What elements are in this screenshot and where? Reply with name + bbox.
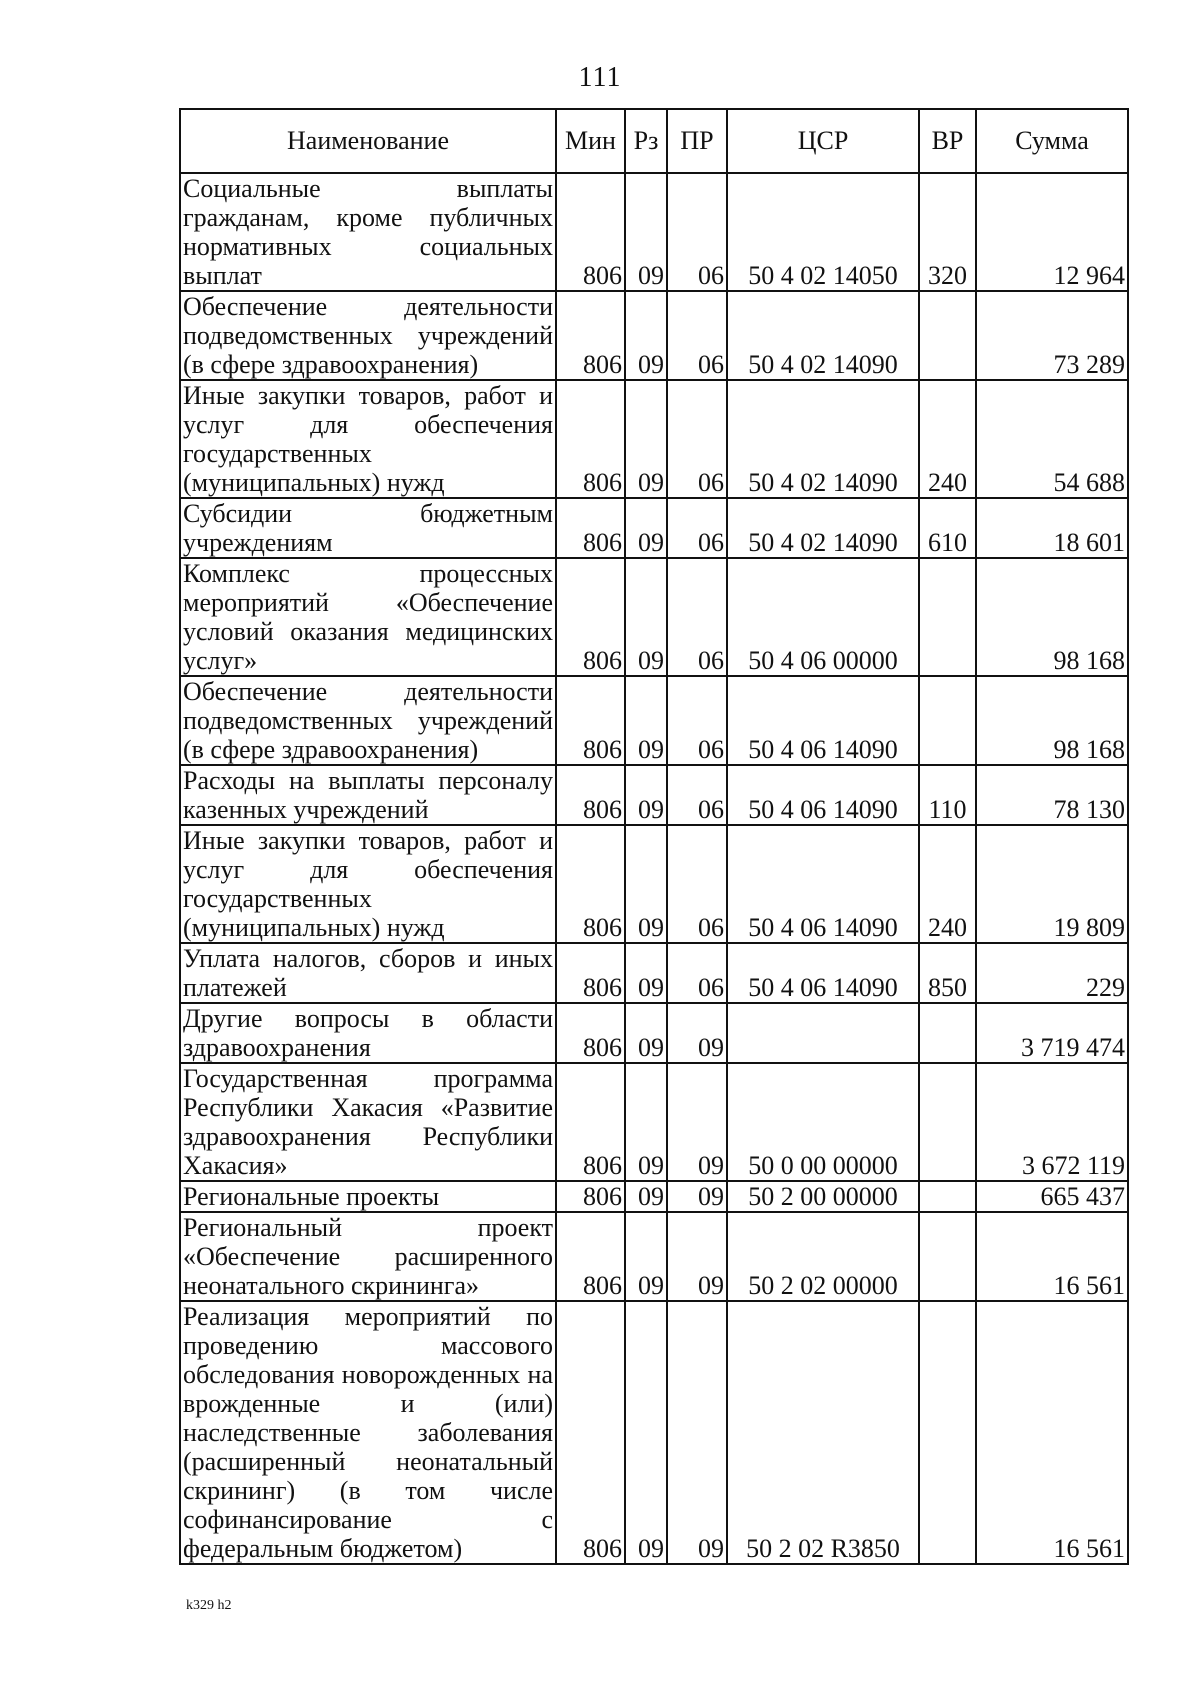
cell-pr: 06 <box>667 765 727 825</box>
table-row <box>180 1063 1128 1181</box>
cell-sum: 78 130 <box>976 765 1128 825</box>
cell-rz: 09 <box>625 1181 667 1212</box>
cell-sum: 98 168 <box>976 558 1128 676</box>
table-row <box>180 1301 1128 1564</box>
cell-sum: 12 964 <box>976 173 1128 291</box>
cell-vr <box>919 1181 976 1212</box>
table-row <box>180 1003 1128 1063</box>
cell-pr: 09 <box>667 1003 727 1063</box>
cell-csr: 50 2 02 00000 <box>727 1212 919 1301</box>
cell-pr: 06 <box>667 380 727 498</box>
cell-vr: 240 <box>919 825 976 943</box>
cell-sum: 54 688 <box>976 380 1128 498</box>
header-min: Мин <box>556 109 625 173</box>
cell-name: Региональный проект «Обеспечение расширенного неонатального скрининга» <box>180 1212 556 1301</box>
cell-csr: 50 4 02 14090 <box>727 498 919 558</box>
table-row <box>180 558 1128 676</box>
cell-csr: 50 2 02 R3850 <box>727 1301 919 1564</box>
cell-rz: 09 <box>625 1003 667 1063</box>
cell-sum: 98 168 <box>976 676 1128 765</box>
table-row <box>180 765 1128 825</box>
cell-pr: 06 <box>667 558 727 676</box>
cell-rz: 09 <box>625 676 667 765</box>
table-row <box>180 676 1128 765</box>
cell-name: Реализация мероприятий по проведению массового обследования новорожденных на врожденные и (или) наследственные заболевания (расширенный неонатальный скрининг) (в том числе софинансирование с федеральным бюджетом) <box>180 1301 556 1564</box>
header-csr: ЦСР <box>727 109 919 173</box>
cell-csr: 50 4 02 14090 <box>727 380 919 498</box>
cell-pr: 09 <box>667 1063 727 1181</box>
cell-sum: 229 <box>976 943 1128 1003</box>
cell-min: 806 <box>556 291 625 380</box>
cell-csr: 50 4 06 14090 <box>727 943 919 1003</box>
cell-pr: 09 <box>667 1212 727 1301</box>
cell-min: 806 <box>556 943 625 1003</box>
cell-rz: 09 <box>625 1063 667 1181</box>
cell-name: Социальные выплаты гражданам, кроме публичных нормативных социальных выплат <box>180 173 556 291</box>
cell-pr: 09 <box>667 1181 727 1212</box>
table-row <box>180 498 1128 558</box>
cell-vr <box>919 1003 976 1063</box>
cell-name: Обеспечение деятельности подведомственных учреждений (в сфере здравоохранения) <box>180 676 556 765</box>
cell-min: 806 <box>556 1181 625 1212</box>
cell-rz: 09 <box>625 943 667 1003</box>
cell-pr: 06 <box>667 291 727 380</box>
cell-csr: 50 4 06 14090 <box>727 676 919 765</box>
cell-min: 806 <box>556 558 625 676</box>
cell-sum: 3 672 119 <box>976 1063 1128 1181</box>
cell-name: Иные закупки товаров, работ и услуг для обеспечения государственных (муниципальных) нужд <box>180 825 556 943</box>
table-row <box>180 1181 1128 1212</box>
cell-rz: 09 <box>625 498 667 558</box>
cell-csr: 50 0 00 00000 <box>727 1063 919 1181</box>
cell-min: 806 <box>556 173 625 291</box>
table-row <box>180 173 1128 291</box>
cell-csr <box>727 1003 919 1063</box>
cell-min: 806 <box>556 1063 625 1181</box>
table-header-row <box>180 109 1128 173</box>
cell-vr: 850 <box>919 943 976 1003</box>
table-row <box>180 943 1128 1003</box>
cell-min: 806 <box>556 765 625 825</box>
cell-min: 806 <box>556 1212 625 1301</box>
cell-sum: 16 561 <box>976 1301 1128 1564</box>
page-number: 111 <box>578 62 622 93</box>
cell-vr <box>919 1212 976 1301</box>
cell-sum: 19 809 <box>976 825 1128 943</box>
table-row <box>180 291 1128 380</box>
header-sum: Сумма <box>976 109 1128 173</box>
cell-pr: 06 <box>667 676 727 765</box>
header-pr: ПР <box>667 109 727 173</box>
cell-name: Расходы на выплаты персоналу казенных учреждений <box>180 765 556 825</box>
cell-sum: 18 601 <box>976 498 1128 558</box>
cell-pr: 09 <box>667 1301 727 1564</box>
budget-table <box>179 108 1129 1565</box>
cell-csr: 50 4 02 14050 <box>727 173 919 291</box>
cell-name: Комплекс процессных мероприятий «Обеспечение условий оказания медицинских услуг» <box>180 558 556 676</box>
cell-csr: 50 4 06 14090 <box>727 765 919 825</box>
cell-min: 806 <box>556 1301 625 1564</box>
cell-pr: 06 <box>667 173 727 291</box>
cell-pr: 06 <box>667 498 727 558</box>
footer-code: k329 h2 <box>186 1598 232 1613</box>
cell-rz: 09 <box>625 173 667 291</box>
cell-rz: 09 <box>625 1301 667 1564</box>
cell-name: Уплата налогов, сборов и иных платежей <box>180 943 556 1003</box>
cell-pr: 06 <box>667 943 727 1003</box>
cell-min: 806 <box>556 1003 625 1063</box>
cell-csr: 50 4 02 14090 <box>727 291 919 380</box>
cell-rz: 09 <box>625 1212 667 1301</box>
table-row <box>180 380 1128 498</box>
cell-name: Субсидии бюджетным учреждениям <box>180 498 556 558</box>
cell-sum: 3 719 474 <box>976 1003 1128 1063</box>
cell-vr <box>919 291 976 380</box>
cell-name: Обеспечение деятельности подведомственных учреждений (в сфере здравоохранения) <box>180 291 556 380</box>
table-row <box>180 825 1128 943</box>
cell-vr <box>919 676 976 765</box>
cell-min: 806 <box>556 380 625 498</box>
cell-csr: 50 4 06 14090 <box>727 825 919 943</box>
cell-name: Региональные проекты <box>180 1181 556 1212</box>
cell-vr: 610 <box>919 498 976 558</box>
cell-vr <box>919 1301 976 1564</box>
cell-min: 806 <box>556 825 625 943</box>
cell-vr: 110 <box>919 765 976 825</box>
cell-vr: 320 <box>919 173 976 291</box>
cell-name: Другие вопросы в области здравоохранения <box>180 1003 556 1063</box>
cell-csr: 50 2 00 00000 <box>727 1181 919 1212</box>
cell-csr: 50 4 06 00000 <box>727 558 919 676</box>
cell-rz: 09 <box>625 765 667 825</box>
cell-rz: 09 <box>625 558 667 676</box>
cell-vr <box>919 1063 976 1181</box>
cell-rz: 09 <box>625 825 667 943</box>
header-rz: Рз <box>625 109 667 173</box>
header-vr: ВР <box>919 109 976 173</box>
cell-vr <box>919 558 976 676</box>
cell-min: 806 <box>556 676 625 765</box>
cell-pr: 06 <box>667 825 727 943</box>
table-row <box>180 1212 1128 1301</box>
cell-name: Государственная программа Республики Хакасия «Развитие здравоохранения Республики Хакасия» <box>180 1063 556 1181</box>
cell-sum: 16 561 <box>976 1212 1128 1301</box>
cell-vr: 240 <box>919 380 976 498</box>
cell-rz: 09 <box>625 291 667 380</box>
cell-sum: 665 437 <box>976 1181 1128 1212</box>
header-name: Наименование <box>180 109 556 173</box>
cell-sum: 73 289 <box>976 291 1128 380</box>
cell-rz: 09 <box>625 380 667 498</box>
cell-min: 806 <box>556 498 625 558</box>
cell-name: Иные закупки товаров, работ и услуг для обеспечения государственных (муниципальных) нужд <box>180 380 556 498</box>
